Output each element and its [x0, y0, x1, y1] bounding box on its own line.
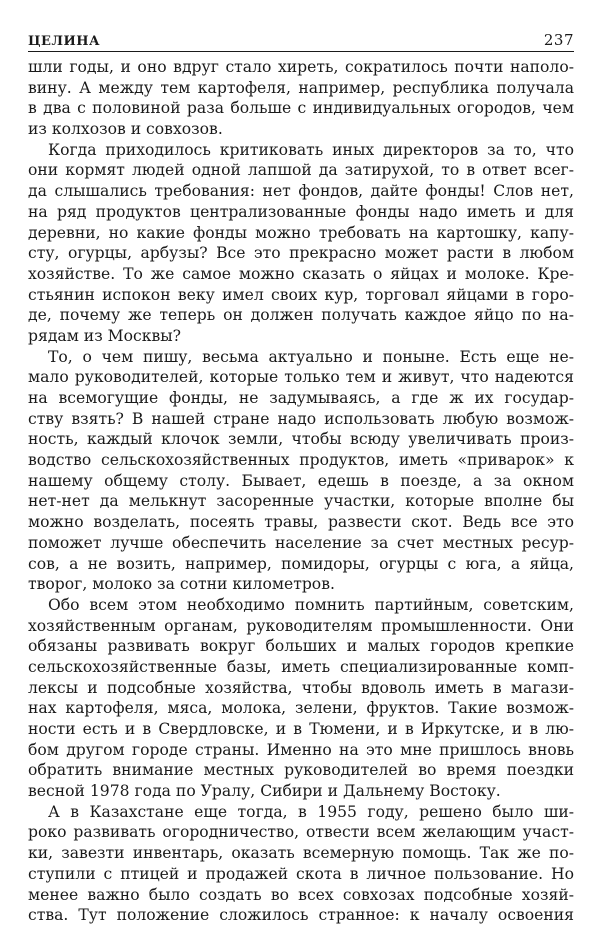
text-line: То, о чем пишу, весьма актуально и поныне. Есть еще не- [48, 347, 574, 366]
text-line: ности есть и в Свердловске, и в Тюмени, и в Иркутске, и в лю- [28, 720, 574, 738]
text-line: творог, молоко за сотни километров. [28, 575, 335, 594]
paragraph [28, 57, 574, 140]
text-line: Обо всем этом необходимо помнить партийным, советским, [48, 595, 574, 614]
text-line: бом другом городе страны. Именно на это мне пришлось вновь [28, 740, 574, 759]
text-line: поможет лучше обеспечить население за счет местных ресур- [28, 533, 574, 552]
text-line: ки, завезти инвентарь, оказать всемерную помощь. Так же по- [28, 844, 574, 863]
text-line: вину. А между тем картофеля, например, республика получала [28, 78, 574, 97]
text-line: деревни, но какие фонды можно требовать на картошку, капу- [28, 223, 574, 242]
running-title: ЦЕЛИНА [28, 34, 101, 49]
text-line: ства. Тут положение сложилось странное: к началу освоения [28, 906, 574, 925]
text-line: обязаны развивать вокруг больших и малых городов крепкие [28, 637, 574, 656]
text-line: менее важно было создать во всех совхозах подсобные хозяй- [28, 885, 574, 904]
text-line: сту, огурцы, арбузы? Все это прекрасно может расти в любом [28, 244, 574, 263]
text-line: Когда приходилось критиковать иных директоров за то, что [48, 140, 574, 159]
body-text [28, 57, 574, 926]
text-line: ность, каждый клочок земли, чтобы всюду увеличивать произ- [28, 430, 574, 449]
text-line: хозяйственным органам, руководителям промышленности. Они [28, 616, 574, 635]
text-line: А в Казахстане еще тогда, в 1955 году, решено было ши- [48, 802, 574, 821]
text-line: лексы и подсобные хозяйства, чтобы вдоволь иметь в магази- [28, 678, 574, 697]
text-line: да слышались требования: нет фондов, дайте фонды! Слов нет, [28, 182, 574, 201]
text-line: нет-нет да мелькнут засоренные участки, которые вполне бы [28, 492, 574, 511]
text-line: шли годы, и оно вдруг стало хиреть, сократилось почти наполо- [28, 58, 574, 76]
paragraph [28, 595, 574, 802]
text-line: нашему общему столу. Бывает, едешь в поезде, а за окном [28, 471, 574, 490]
text-line: рядам из Москвы? [28, 326, 182, 345]
text-line: на ряд продуктов централизованные фонды надо иметь и для [28, 202, 574, 221]
text-line: можно возделать, посеять травы, развести скот. Ведь все это [28, 513, 574, 532]
text-line: ступили с птицей и продажей скота в личное пользование. Но [28, 864, 574, 883]
text-line: ству взять? В нашей стране надо использовать любую возмож- [28, 409, 574, 428]
book-page [28, 30, 574, 926]
text-line: роко развивать огородничество, отвести всем желающим участ- [28, 823, 574, 842]
text-line: сельскохозяйственные базы, иметь специализированные комп- [28, 657, 574, 676]
text-line: они кормят людей одной лапшой да затирухой, то в ответ всег- [28, 161, 574, 180]
paragraph [28, 140, 574, 347]
text-line: в два с половиной раза больше с индивидуальных огородов, чем [28, 99, 574, 118]
text-line: из колхозов и совхозов. [28, 120, 223, 139]
text-line: водство сельскохозяйственных продуктов, иметь «приварок» к [28, 451, 574, 470]
text-line: хозяйстве. То же самое можно сказать о яйцах и молоке. Кре- [28, 264, 574, 283]
text-line: стьянин испокон веку имел своих кур, торговал яйцами в горо- [28, 285, 574, 304]
text-line: весной 1978 года по Уралу, Сибири и Дальнему Востоку. [28, 782, 501, 801]
text-line: де, почему же теперь он должен получать каждое яйцо по на- [28, 306, 574, 325]
running-head [28, 30, 574, 52]
paragraph [28, 802, 574, 926]
text-line: обратить внимание местных руководителей во время поездки [28, 761, 574, 780]
text-line: на всемогущие фонды, не задумываясь, а где ж их государ- [28, 389, 574, 407]
text-line: сов, а не возить, например, помидоры, огурцы с юга, а яйца, [28, 554, 574, 573]
paragraph [28, 347, 574, 595]
text-line: мало руководителей, которые только тем и живут, что надеются [28, 368, 574, 387]
text-line: нах картофеля, мяса, молока, зелени, фруктов. Такие возмож- [28, 699, 574, 718]
page-number: 237 [543, 31, 574, 49]
